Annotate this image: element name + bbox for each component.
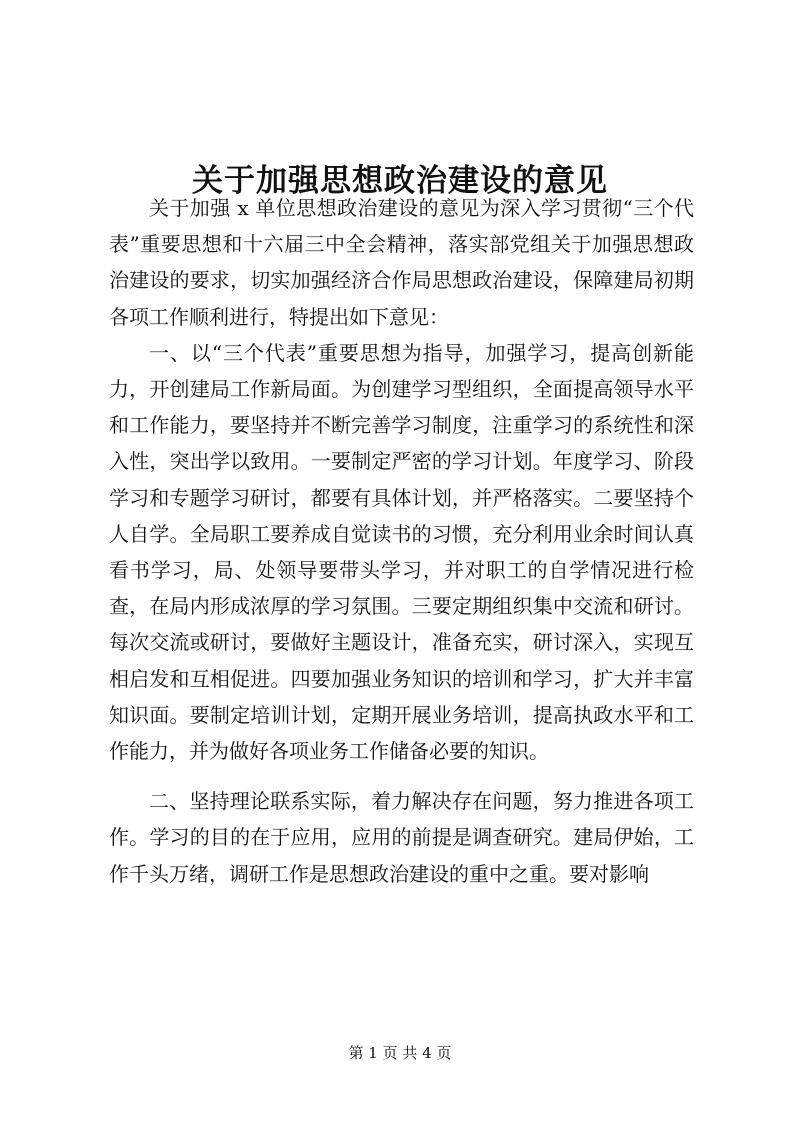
paragraph-section-one: 一、以“三个代表”重要思想为指导，加强学习，提高创新能力，开创建局工作新局面。为创建学习型组织，全面提高领导水平和工作能力，要坚持并不断完善学习制度，注重学习的系统性和深入性，突出学以致用。一要制定严密的学习计划。年度学习、阶段学习和专题学习研讨，都要有具体计划，并严格落实。二要坚持个人自学。全局职工要养成自觉读书的习惯，充分利用业余时间认真看书学习，局、处领导要带头学习，并对职工的自学情况进行检查，在局内形成浓厚的学习氛围。三要定期组织集中交流和研讨。每次交流或研讨，要做好主题设计，准备充实，研讨深入，实现互相启发和互相促进。四要加强业务知识的培训和学习，扩大并丰富知识面。要制定培训计划，定期开展业务培训，提高执政水平和工作能力，并为做好各项业务工作储备必要的知识。 — [109, 340, 694, 764]
page-number-footer: 第 1 页 共 4 页 — [348, 1044, 452, 1062]
document-body — [109, 190, 694, 892]
paragraph-section-two: 二、坚持理论联系实际，着力解决存在问题，努力推进各项工作。学习的目的在于应用，应用的前提是调查研究。建局伊始，工作千头万绪，调研工作是思想政治建设的重中之重。要对影响 — [109, 789, 694, 886]
paragraph-intro: 关于加强 x 单位思想政治建设的意见为深入学习贯彻“三个代表”重要思想和十六届三中全会精神，落实部党组关于加强思想政治建设的要求，切实加强经济合作局思想政治建设，保障建局初期各项工作顺利进行，特提出如下意见： — [109, 196, 694, 329]
document-title: 关于加强思想政治建设的意见 — [192, 162, 608, 199]
